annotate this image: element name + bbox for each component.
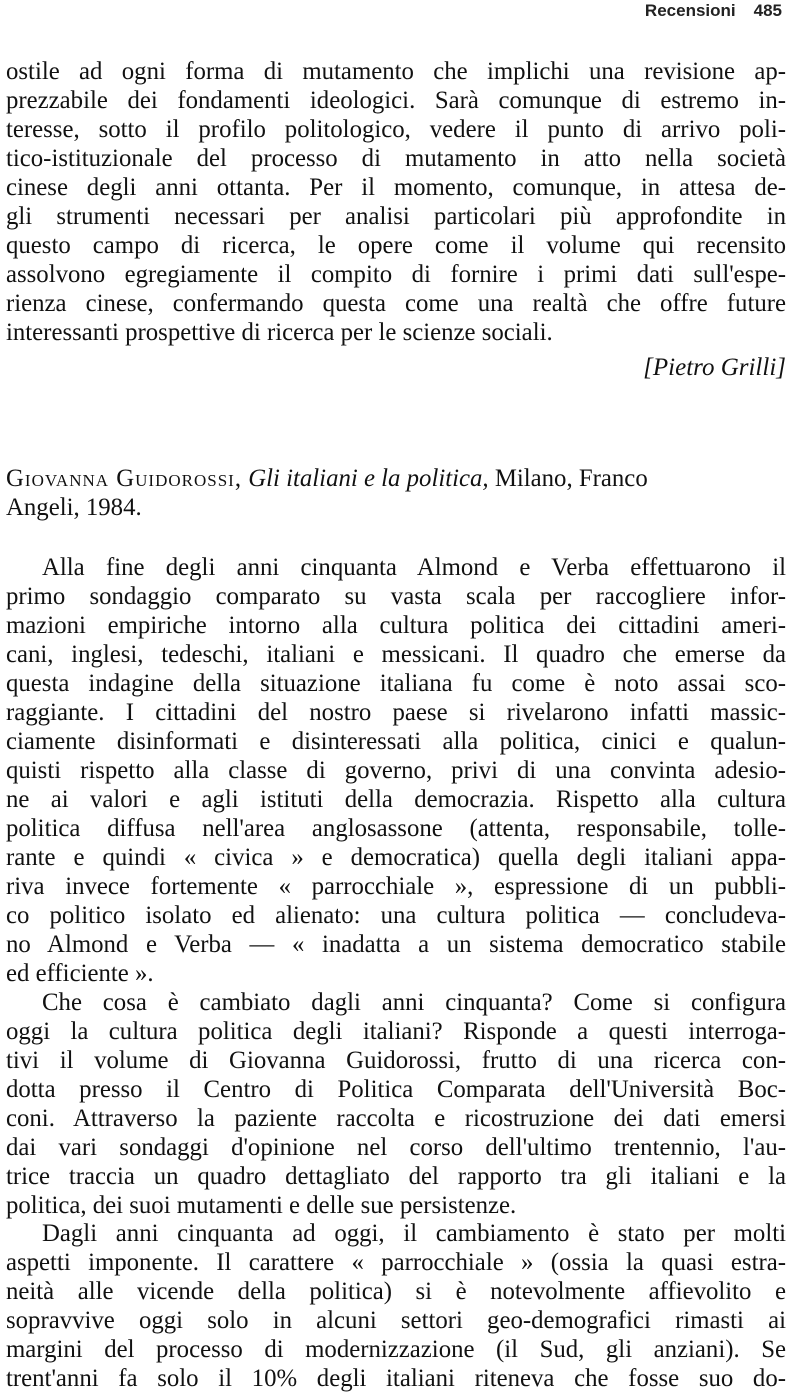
text-line: neità alle vicende della politica) si è notevolmente affievolito e: [6, 1278, 786, 1305]
text-line: aspetti imponente. Il carattere « parrocchiale » (ossia la quasi estra-: [6, 1249, 786, 1276]
text-line: coni. Attraverso la paziente raccolta e ricostruzione dei dati emersi: [6, 1105, 786, 1132]
text-line: dai vari sondaggi d'opinione nel corso dell'ultimo trentennio, l'au-: [6, 1134, 786, 1161]
book-publisher-year: Angeli, 1984.: [6, 494, 142, 521]
section-title: Recensioni: [644, 1, 736, 20]
text-line: ed efficiente ».: [6, 960, 154, 987]
reviewer-signature: [Pietro Grilli]: [643, 354, 786, 381]
paragraph-1: [6, 553, 786, 988]
text-line: mazioni empiriche intorno alla cultura politica dei cittadini ameri-: [6, 612, 786, 639]
paragraph-2: [6, 988, 786, 1220]
text-line: assolvono egregiamente il compito di fornire i primi dati sull'espe-: [6, 261, 786, 288]
text-line: ciamente disinformati e disinteressati alla politica, cinici e qualun-: [6, 728, 786, 755]
text-line: prezzabile dei fondamenti ideologici. Sarà comunque di estremo in-: [6, 87, 786, 114]
running-header: [645, 0, 782, 22]
paragraph-3: [6, 1219, 786, 1393]
text-line: Che cosa è cambiato dagli anni cinquanta? Come si configura: [42, 989, 786, 1016]
text-line: cani, inglesi, tedeschi, italiani e messicani. Il quadro che emerse da: [6, 641, 786, 668]
text-line: quisti rispetto alla classe di governo, privi di una convinta adesio-: [6, 757, 786, 784]
text-line: tico-istituzionale del processo di mutamento in atto nella società: [6, 145, 786, 172]
text-line: co politico isolato ed alienato: una cultura politica — concludeva-: [6, 902, 786, 929]
text-line: politica diffusa nell'area anglosassone (attenta, responsabile, tolle-: [6, 815, 786, 842]
text-line: oggi la cultura politica degli italiani? Risponde a questi interroga-: [6, 1018, 786, 1045]
text-line: trice traccia un quadro dettagliato del rapporto tra gli italiani e la: [6, 1163, 786, 1190]
book-reference: [6, 464, 786, 522]
text-line: sopravvive oggi solo in alcuni settori geo-demografici rimasti ai: [6, 1307, 786, 1334]
book-title: Gli italiani e la politica,: [248, 465, 489, 492]
text-line: rienza cinese, confermando questa come una realtà che offre future: [6, 290, 786, 317]
text-line: politica, dei suoi mutamenti e delle sue persistenze.: [6, 1192, 517, 1219]
text-line: raggiante. I cittadini del nostro paese si rivelarono infatti massic-: [6, 699, 786, 726]
text-line: margini del processo di modernizzazione (il Sud, gli anziani). Se: [6, 1336, 786, 1363]
text-line: teresse, sotto il profilo politologico, vedere il punto di arrivo poli-: [6, 116, 786, 143]
text-line: trent'anni fa solo il 10% degli italiani riteneva che fosse suo do-: [6, 1365, 786, 1392]
text-line: cinese degli anni ottanta. Per il momento, comunque, in attesa de-: [6, 174, 786, 201]
text-line: rante e quindi « civica » e democratica) quella degli italiani appa-: [6, 844, 786, 871]
text-line: ne ai valori e agli istituti della democrazia. Rispetto alla cultura: [6, 786, 786, 813]
text-line: no Almond e Verba — « inadatta a un sistema democratico stabile: [6, 931, 786, 958]
previous-review-text: [6, 57, 786, 347]
book-author: Giovanna Guidorossi,: [6, 465, 243, 492]
text-line: primo sondaggio comparato su vasta scala per raccogliere infor-: [6, 583, 786, 610]
book-publisher: Milano, Franco: [494, 465, 648, 492]
text-line: interessanti prospettive di ricerca per le scienze sociali.: [6, 319, 553, 346]
text-line: Dagli anni cinquanta ad oggi, il cambiamento è stato per molti: [42, 1220, 786, 1247]
text-line: gli strumenti necessari per analisi particolari più approfondite in: [6, 203, 786, 230]
text-line: ostile ad ogni forma di mutamento che implichi una revisione ap-: [6, 58, 786, 85]
text-line: Alla fine degli anni cinquanta Almond e Verba effettuarono il: [42, 554, 786, 581]
text-line: questo campo di ricerca, le opere come il volume qui recensito: [6, 232, 786, 259]
text-line: riva invece fortemente « parrocchiale », espressione di un pubbli-: [6, 873, 786, 900]
page-number: 485: [753, 1, 782, 20]
text-line: dotta presso il Centro di Politica Comparata dell'Università Boc-: [6, 1076, 786, 1103]
text-line: questa indagine della situazione italiana fu come è noto assai sco-: [6, 670, 786, 697]
text-line: tivi il volume di Giovanna Guidorossi, frutto di una ricerca con-: [6, 1047, 786, 1074]
